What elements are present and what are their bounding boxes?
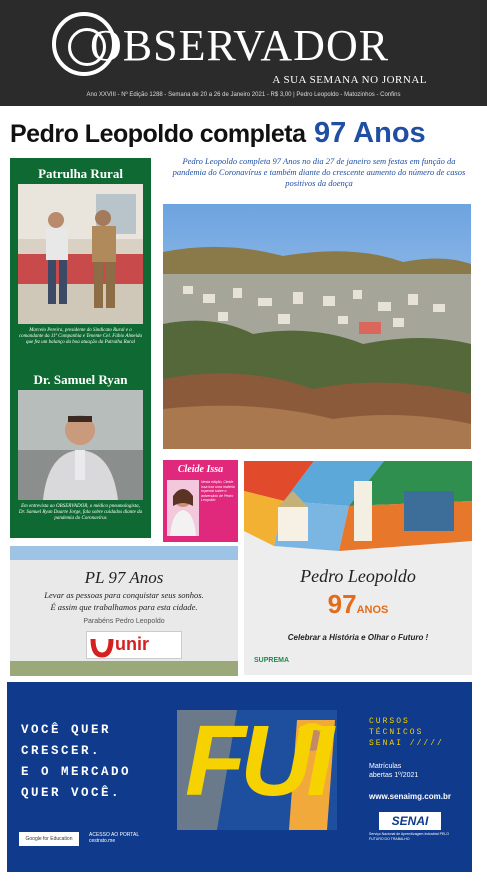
acesso-portal xyxy=(89,832,139,844)
unir-text: unir xyxy=(115,634,149,654)
anniversary-anos: ANOS xyxy=(356,604,389,616)
masthead xyxy=(0,0,487,106)
patrulha-title: Patrulha Rural xyxy=(38,166,123,181)
google-education-badge: Google for Education xyxy=(19,832,79,846)
unir-logo xyxy=(86,631,182,659)
anniversary-ad xyxy=(244,461,472,675)
slogan-line: E O MERCADO xyxy=(21,765,132,779)
logo-text: OBSERVADOR xyxy=(90,21,390,70)
anniversary-number xyxy=(244,589,472,620)
slogan-line: VOCÊ QUER xyxy=(21,723,112,737)
anniversary-motto: Celebrar a História e Olhar o Futuro ! xyxy=(287,633,429,642)
pl-line-2: É assim que trabalhamos para esta cidade. xyxy=(50,602,198,612)
headline-accent: 97 Anos xyxy=(313,117,426,149)
main-headline xyxy=(10,117,477,157)
patrulha-photo xyxy=(18,184,143,324)
matriculas-line: Matrículas xyxy=(369,763,402,770)
cursos-line: CURSOS xyxy=(369,717,410,726)
fui-logo-text: FUI xyxy=(185,705,329,817)
anniversary-97: 97 xyxy=(327,589,357,619)
suprema-logo: SUPREMA xyxy=(254,657,290,664)
cursos-line: SENAI ///// xyxy=(369,739,444,748)
samuel-photo xyxy=(18,390,143,500)
senai-ad xyxy=(7,682,472,872)
acesso-line: cestrato.me xyxy=(89,838,116,844)
cleide-title: Cleide Issa xyxy=(177,464,224,475)
pl-title: PL 97 Anos xyxy=(84,568,164,587)
subheadline: Pedro Leopoldo completa 97 Anos no dia 27 de janeiro sem festas em função da pandemia do Coronavírus e também diante do crescente aumento do número de casos positivos da doença xyxy=(172,156,466,188)
anniversary-ad-graphic xyxy=(244,461,472,561)
acesso-line: ACESSO AO PORTAL xyxy=(89,832,140,838)
pl-parabens: Parabéns Pedro Leopoldo xyxy=(83,618,165,625)
headline-text: Pedro Leopoldo completa xyxy=(10,120,306,148)
city-panorama-photo xyxy=(163,204,471,449)
cleide-issa-box xyxy=(163,460,238,542)
newspaper-logo xyxy=(52,12,432,74)
cleide-photo xyxy=(167,480,199,536)
cleide-text: Nesta edição, Cleide Issa traz uma matéria especial sobre o aniversário de Pedro Leopoldo xyxy=(201,480,235,502)
senai-logo-text: SENAI xyxy=(391,814,429,828)
matriculas-line: abertas 1º/2021 xyxy=(369,772,419,779)
edition-info: Ano XXVIII - Nº Edição 1288 - Semana de 20 a 26 de Janeiro 2021 - R$ 3,00 | Pedro Leopoldo - Matozinhos - Confins xyxy=(86,92,401,98)
fui-graphic xyxy=(157,700,347,840)
senai-slogan xyxy=(21,720,131,804)
samuel-caption: Em entrevista ao OBSERVADOR, o médico pneumologista, Dr. Samuel Ryan Duarte Jorge, fala sobre cuidados diante da pandemia do Coronavírus xyxy=(18,504,143,521)
senai-website: www.senaimg.com.br xyxy=(369,792,451,801)
anniversary-city: Pedro Leopoldo xyxy=(300,566,416,586)
senai-subtitle: Serviço Nacional de Aprendizagem Industrial PELO FUTURO DO TRABALHO xyxy=(369,832,449,841)
left-sidebar-panel xyxy=(10,158,151,538)
slogan-line: QUER VOCÊ. xyxy=(21,786,122,800)
pl-97-ad xyxy=(10,546,238,676)
matriculas xyxy=(369,762,418,780)
cursos-line: TÉCNICOS xyxy=(369,728,424,737)
cursos-tecnicos xyxy=(369,716,444,749)
slogan-line: CRESCER. xyxy=(21,744,102,758)
unir-icon xyxy=(89,633,115,659)
tagline: A SUA SEMANA NO JORNAL xyxy=(272,74,427,86)
samuel-title: Dr. Samuel Ryan xyxy=(33,372,128,387)
senai-logo xyxy=(379,812,441,830)
pl-line-1: Levar as pessoas para conquistar seus sonhos. xyxy=(44,590,204,600)
patrulha-caption: Marcelo Pereira, presidente do Sindicato Rural e o comandante da 11ª Companhia e Tenente Cel. Fábio Almeida que fez um balanço da boa atuação da Patrulha Rural xyxy=(18,328,143,345)
